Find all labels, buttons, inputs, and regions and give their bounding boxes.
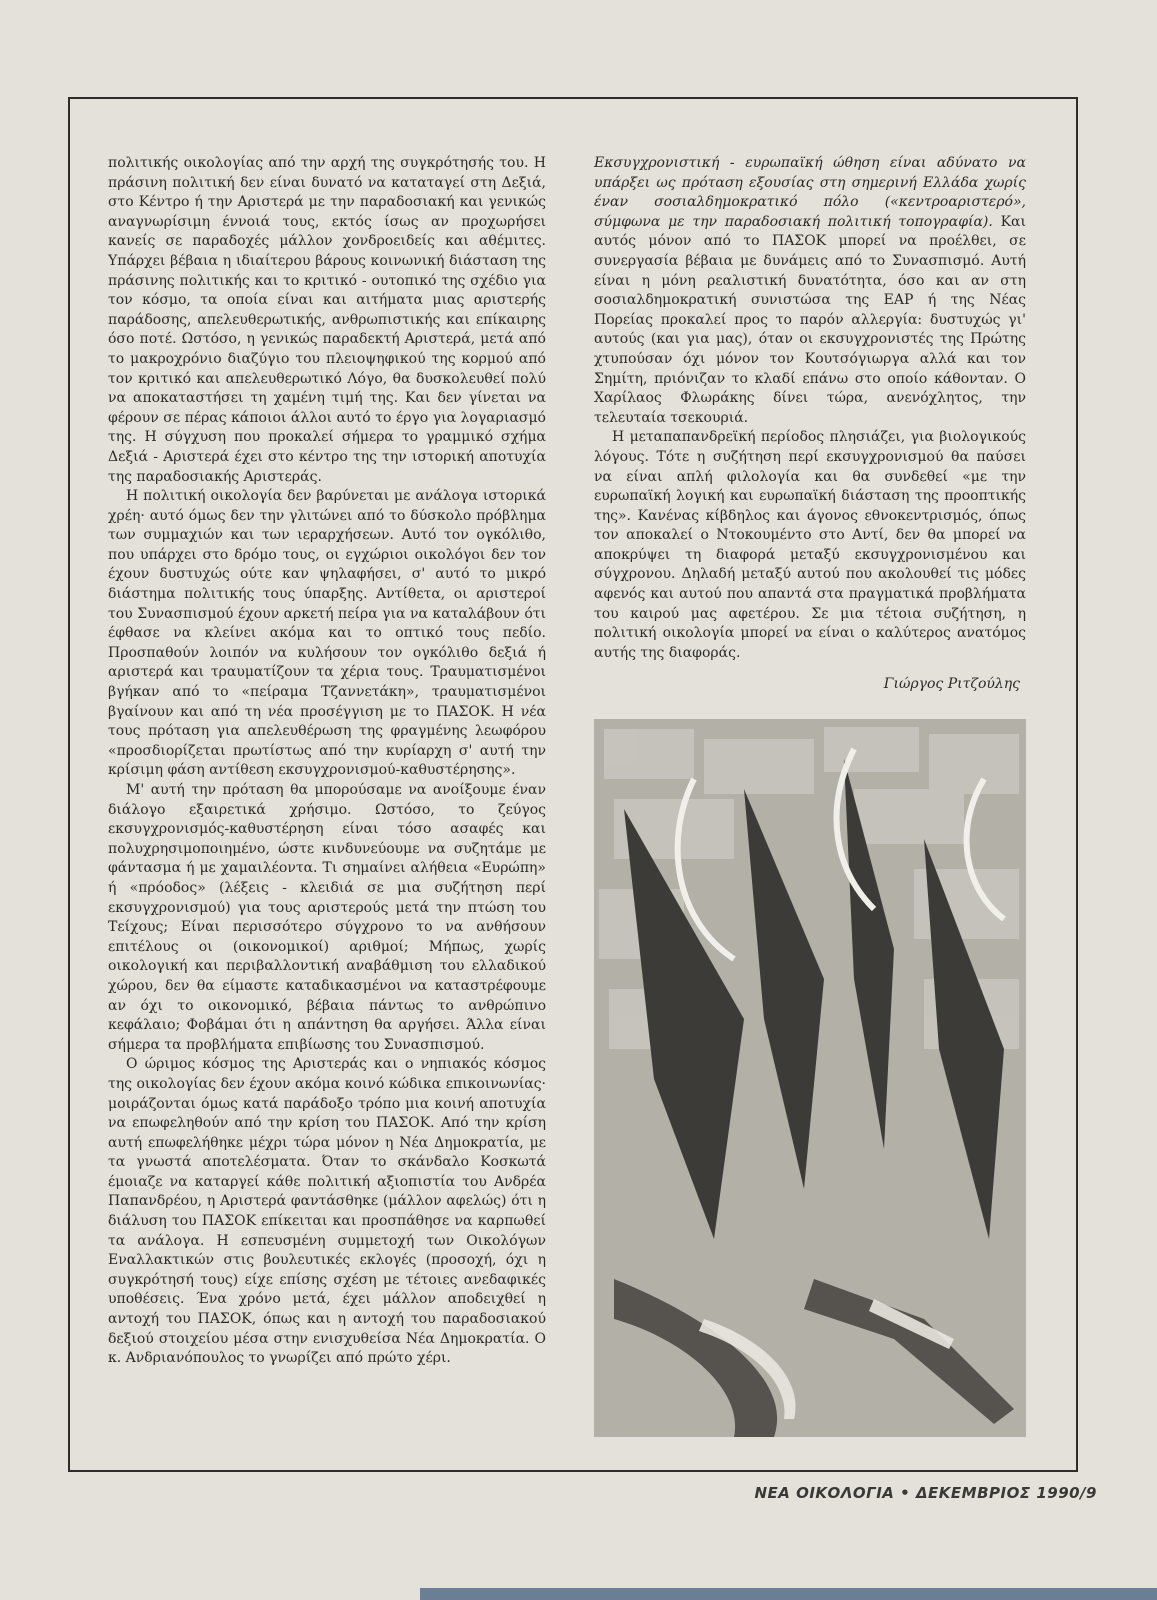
paragraph: Ο ώριμος κόσμος της Αριστεράς και ο νηπιακός κόσμος της οικολογίας δεν έχουν ακόμα κοινό κώδικα επικοινωνίας· μοιράζονται όμως κατά παράδοξο τρόπο μια κοινή αποτυχία να επωφεληθούν από την κρίση του ΠΑΣΟΚ. Από την κρίση αυτή επωφελήθηκε μέχρι τώρα μόνον η Νέα Δημοκρατία, με τα γνωστά αποτελέσματα. Όταν το σκάνδαλο Κοσκωτά έμοιαζε να καταργεί κάθε πολιτική αξιοπιστία του Ανδρέα Παπανδρέου, η Αριστερά φαντάσθηκε (μάλλον αφελώς) ότι η διάλυση του ΠΑΣΟΚ επίκειται και προσπάθησε να καρπωθεί τα ανάλογα. Η εσπευσμένη συμμετοχή των Οικολόγων Εναλλακτικών στις βουλευτικές εκλογές (προσοχή, όχι η συγκρότησή τους) είχε επίσης σχέση με τέτοιες ανεδαφικές υποθέσεις. Ένα χρόνο μετά, έχει μάλλον αποδειχθεί η αντοχή του ΠΑΣΟΚ, όπως και η αντοχή του παραδοσιακού δεξιού στοιχείου μέσα στην ενισχυθείσα Νέα Δημοκρατία. Ο κ. Ανδριανόπουλος το γνωρίζει από πρώτο χέρι.	[108, 1056, 546, 1367]
scan-edge	[420, 1588, 1157, 1600]
author-signature: Γιώργος Ριτζούλης	[883, 676, 1020, 693]
paragraph: πολιτικής οικολογίας από την αρχή της συγκρότησής του. Η πράσινη πολιτική δεν είναι δυνατό να καταταγεί στη Δεξιά, στο Κέντρο ή την Αριστερά με την παραδοσιακή και γενικώς αναγνωρίσιμη έννοιά τους, εκτός ίσως αν προχωρήσει κανείς σε παραδοχές μάλλον χονδροειδείς και αθέμιτες. Υπάρχει βέβαια η ιδιαίτερου βάρους κοινωνική διάσταση της πράσινης πολιτικής και το κριτικό - ουτοπικό της σχέδιο για τον κόσμο, τα οποία είναι και αιτήματα μιας αριστερής παράδοσης, απελευθερωτικής, ανθρωπιστικής και επίκαιρης όσο ποτέ. Ωστόσο, η γενικώς παραδεκτή Αριστερά, μετά από το μακροχρόνιο διαζύγιο του πλειοψηφικού της κορμού από τον κριτικό και απελευθερωτικό Λόγο, θα δυσκολευθεί πολύ να αποκαταστήσει τη χαμένη τιμή της. Και δεν γίνεται να φέρουν σε πέρας κάποιοι άλλοι αυτό το έργο για λογαριασμό της. Η σύγχυση που προκαλεί σήμερα το γραμμικό σχήμα Δεξιά - Αριστερά έχει στο κέντρο της την ιστορική αποτυχία της παραδοσιακής Αριστεράς.	[108, 155, 546, 485]
tools-photo	[594, 719, 1026, 1437]
intro-text: Και αυτός μόνον από το ΠΑΣΟΚ μπορεί να προέλθει, σε συνεργασία βέβαια με δυνάμεις από το Συνασπισμό. Αυτή είναι η μόνη ρεαλιστική δυνατότητα, όσο και αν στη σοσιαλδημοκρατική συνιστώσα της ΕΑΡ ή της Νέας Πορείας προκαλεί προς το παρόν αλλεργία: δυστυχώς γι' αυτούς (και για μας), όταν οι εκσυγχρονιστές της Πρώτης χτυπούσαν όχι μόνον τον Κουτσόγιωργα αλλά και τον Σημίτη, πριόνιζαν το κλαδί επάνω στο οποίο κάθονταν. Ο Χαρίλαος Φλωράκης δίνει τώρα, ανενόχλητος, την τελευταία τσεκουριά.	[594, 213, 1026, 426]
left-column	[108, 154, 546, 1369]
article-frame	[68, 97, 1078, 1472]
intro-italic-text: Εκσυγχρονιστική - ευρωπαϊκή ώθηση είναι αδύνατο να υπάρξει ως πρόταση εξουσίας στη σημερινή Ελλάδα χωρίς έναν σοσιαλδημοκρατικό πόλο («κεντροαριστερό», σύμφωνα με την παραδοσιακή πολιτική τοπογραφία).	[594, 155, 1026, 230]
paragraph-intro	[594, 154, 1026, 428]
paragraph: Η μεταπαπανδρεϊκή περίοδος πλησιάζει, για βιολογικούς λόγους. Τότε η συζήτηση περί εκσυγχρονισμού θα παύσει να είναι απλή φιλολογία και θα συνδεθεί «με την ευρωπαϊκή λογική και ευρωπαϊκή διάσταση της προοπτικής της». Κανένας κίβδηλος και άγονος εθνοκεντρισμός, όπως τον αποκαλεί ο Ντοκουμέντο στο Αντί, δεν θα μπορεί να αποκρύψει τη διαφορά μεταξύ εκσυγχρονισμένου και σύγχρονου. Δηλαδή μεταξύ αυτού που ακολουθεί τις μόδες αφενός και αυτού που απαντά στα πραγματικά προβλήματα του καιρού μας αφετέρου. Σε μια τέτοια συζήτηση, η πολιτική οικολογία μπορεί να είναι ο καλύτερος ανατόμος αυτής της διαφοράς.	[594, 429, 1026, 661]
photo-graphic	[594, 719, 1026, 1437]
paragraph: Η πολιτική οικολογία δεν βαρύνεται με ανάλογα ιστορικά χρέη· αυτό όμως δεν την γλιτώνει από το δύσκολο πρόβλημα των συμμαχιών και των ιεραρχήσεων. Αυτό τον ογκόλιθο, που υπάρχει στο δρόμο τους, οι εγχώριοι οικολόγοι δεν τον έχουν δυστυχώς ούτε καν ψηλαφήσει, σ' αυτό το μικρό διάστημα πολιτικής τους ύπαρξης. Αντίθετα, οι αριστεροί του Συνασπισμού έχουν αρκετή πείρα για να καταλάβουν ότι έφθασε να κλείνει ακόμα και το οπτικό τους πεδίο. Προσπαθούν λοιπόν να κυλήσουν τον ογκόλιθο δεξιά ή αριστερά και τραυματίζουν τα χέρια τους. Τραυματισμένοι βγήκαν από το «πείραμα Τζαννετάκη», τραυματισμένοι βγαίνουν και από τη νέα προσέγγιση με το ΠΑΣΟΚ. Η νέα τους πρόταση για απελευθέρωση της φραγμένης λεωφόρου «προσδιορίζεται πρωτίστως από την κυρίαρχη σ' αυτή την κρίσιμη φάση αντίθεση εκσυγχρονισμού-καθυστέρησης».	[108, 488, 546, 779]
page-footer: ΝΕΑ ΟΙΚΟΛΟΓΙΑ • ΔΕΚΕΜΒΡΙΟΣ 1990/9	[754, 1484, 1097, 1502]
paragraph: Μ' αυτή την πρόταση θα μπορούσαμε να ανοίξουμε έναν διάλογο εξαιρετικά χρήσιμο. Ωστόσο, το ζεύγος εκσυγχρονισμός-καθυστέρηση είναι τόσο ασαφές και πολυχρησιμοποιημένο, ώστε κινδυνεύουμε να συζητάμε με φάντασμα ή με χαμαιλέοντα. Τι σημαίνει αλήθεια «Ευρώπη» ή «πρόοδος» (λέξεις - κλειδιά σε μια συζήτηση περί εκσυγχρονισμού) για τους αριστερούς μετά την πτώση του Τείχους; Είναι περισσότερο σύγχρονο το να ανθήσουν επιτέλους οι (οικονομικοί) αριθμοί; Μήπως, χωρίς οικολογική και περιβαλλοντική αναβάθμιση του ελλαδικού χώρου, δεν θα είμαστε καταδικασμένοι να καταστρέφουμε αν όχι το οικονομικό, βέβαια πάντως το ανθρώπινο κεφάλαιο; Φοβάμαι ότι η απάντηση θα αργήσει. Άλλα είναι σήμερα τα προβλήματα επιβίωσης του Συνασπισμού.	[108, 782, 546, 1053]
right-column	[594, 154, 1026, 695]
